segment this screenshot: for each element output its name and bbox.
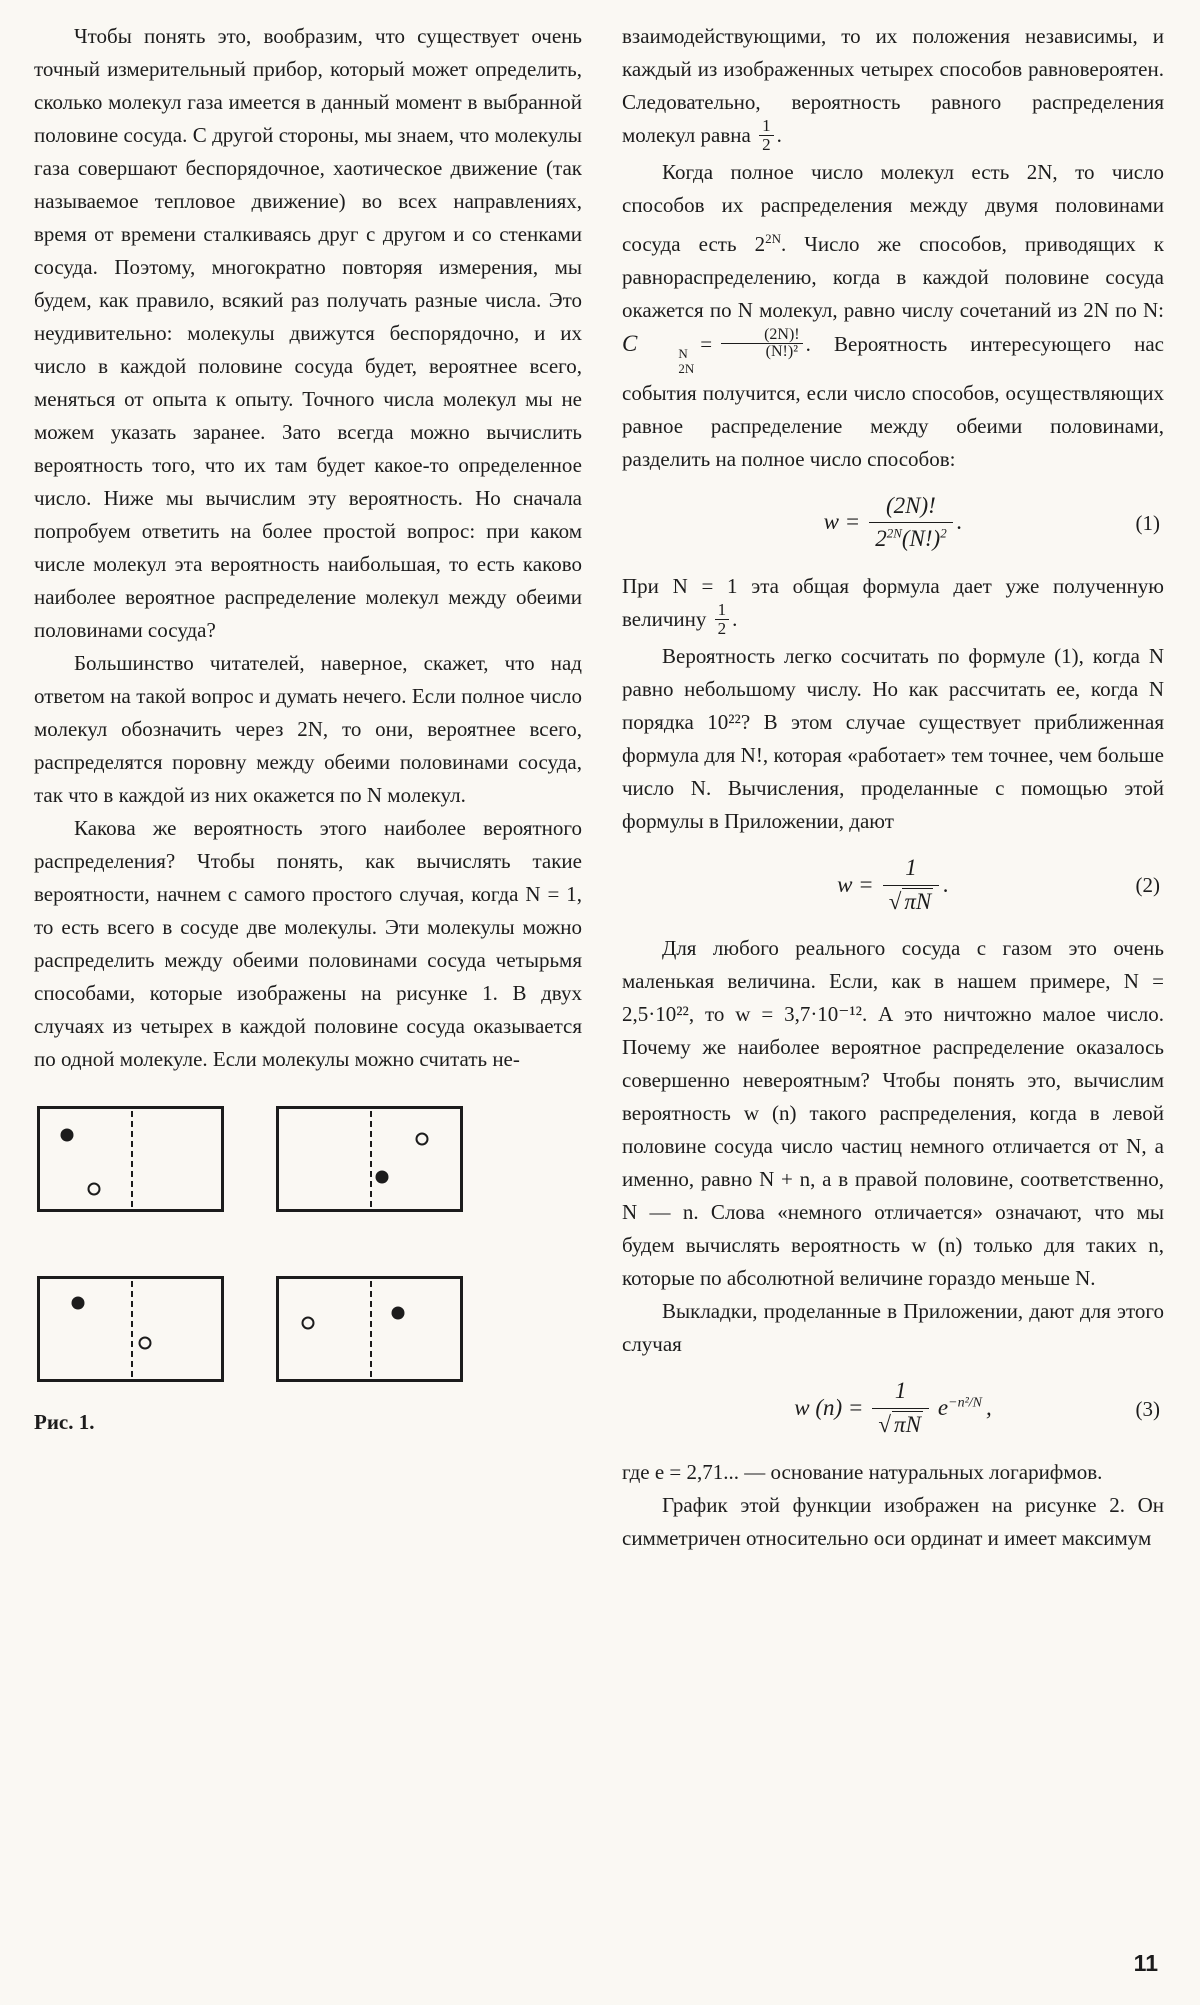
superscript-2n: 2N xyxy=(765,230,781,246)
paragraph-n-equals-1 xyxy=(622,570,1164,640)
fraction-numerator: (2N)! xyxy=(764,325,800,343)
text-run: . xyxy=(732,607,738,632)
paragraph-intro: Чтобы понять это, вообразим, что существует очень точный измерительный прибор, который может определить, сколько молекул газа имеется в данный момент в выбранной половине сосуда. С другой стороны, мы знаем, что молекулы газа совершают беспорядочное, хаотическое движение (так называемое тепловое движение) во всех направлениях, время от времени сталкиваясь друг с другом и со стенками сосуда. Поэтому, многократно повторяя измерения, мы будем, как правило, всякий раз получать разные числа. Это неудивительно: молекулы движутся беспорядочно, и их число в каждой половине сосуда будет, вероятнее всего, меняться от опыта к опыту. Точного числа молекул мы не можем указать заранее. Зато всегда можно вычислить вероятность того, что их там будет какое-то определенное число. Ниже мы вычислим эту вероятность. Но сначала попробуем ответить на более простой вопрос: при каком числе молекул эта вероятность наибольшая, то есть каково наиболее вероятное распределение молекул между обеими половинами сосуда? xyxy=(34,24,582,642)
formula-punctuation: . xyxy=(943,871,949,897)
fraction-denominator xyxy=(883,885,940,917)
fraction xyxy=(872,1377,929,1440)
formula-punctuation: . xyxy=(956,509,963,535)
paragraph-combinations xyxy=(622,156,1164,476)
radicand: πN xyxy=(894,1412,921,1437)
figure-1 xyxy=(34,1106,582,1435)
den-rest: (N!) xyxy=(901,526,941,552)
equation-number: (3) xyxy=(1135,1396,1160,1421)
fraction-numerator: 1 xyxy=(717,600,727,620)
vessel-divider xyxy=(131,1281,133,1377)
vessel-grid xyxy=(34,1106,582,1382)
text-run: . Число же способов, приводящих к равнораспределению, когда в каждой половине сосуда окажется по N молекул, равно числу сочетаний из 2N по N: xyxy=(622,231,1164,322)
comb-letter: C xyxy=(622,330,638,356)
inline-fraction xyxy=(721,327,803,362)
left-column xyxy=(34,20,582,1555)
fraction-denominator xyxy=(869,522,953,554)
fraction-numerator: 1 xyxy=(894,1378,907,1404)
fraction-denominator xyxy=(872,1408,929,1440)
paragraph-four-ways: Какова же вероятность этого наиболее вероятного распределения? Чтобы понять, как вычислять такие вероятности, начнем с самого простого случая, когда N = 1, то есть всего в сосуде две молекулы. Эти молекулы можно распределить между обеими половинами сосуда четырьмя способами, которые изображены на рисунке 1. В двух случаях из четырех в каждой половине сосуда оказывается по одной молекуле. Если молекулы можно считать не- xyxy=(34,816,582,1071)
comb-subscript: 2N xyxy=(678,360,695,376)
comb-superscript: N xyxy=(678,345,688,361)
fraction-numerator: 1 xyxy=(905,854,917,880)
fraction-denominator: (N!)² xyxy=(721,343,803,361)
den-base: 2 xyxy=(875,526,887,552)
paragraph-appendix: Выкладки, проделанные в Приложении, дают для этого случая xyxy=(622,1299,1164,1357)
open-molecule-icon xyxy=(138,1337,151,1350)
filled-molecule-icon xyxy=(376,1171,389,1184)
page-number: 11 xyxy=(1133,1950,1158,1976)
figure-caption: Рис. 1. xyxy=(34,1410,95,1434)
paragraph-graph: График этой функции изображен на рисунке 2. Он симметричен относительно оси ординат и имеет максимум xyxy=(622,1492,1164,1550)
two-column-layout xyxy=(34,20,1164,1555)
text-run: . Вероятность интересующего нас события получится, если число способов, осуществляющих равное распределение между обеими половинами, разделить на полное число способов: xyxy=(622,331,1164,471)
inline-fraction xyxy=(759,117,774,154)
filled-molecule-icon xyxy=(61,1129,74,1142)
filled-molecule-icon xyxy=(392,1307,405,1320)
equation-3 xyxy=(622,1377,1164,1440)
vessel-divider xyxy=(370,1281,372,1377)
formula-lhs: w = xyxy=(823,509,861,535)
paragraph-majority-opinion: Большинство читателей, наверное, скажет, что над ответом на такой вопрос и думать нечего. Если полное число молекул обозначить через 2N, то они, вероятнее всего, распределятся поровну между обеими половинами сосуда, так что в каждой из них окажется по N молекул. xyxy=(34,651,582,807)
text-run: . xyxy=(776,123,782,148)
fraction-numerator: 1 xyxy=(762,116,771,135)
equation-number: (1) xyxy=(1135,510,1160,535)
inline-fraction xyxy=(715,601,730,638)
equation-2 xyxy=(622,854,1164,917)
text-run: взаимодействующими, то их положения независимы, и каждый из изображенных четырех способов равновероятен. Следовательно, вероятность равного распределения молекул равна xyxy=(622,24,1164,148)
vessel-box xyxy=(276,1106,463,1212)
open-molecule-icon xyxy=(415,1133,428,1146)
fraction-numerator: (2N)! xyxy=(886,492,936,518)
factor-exponent: −n²/N xyxy=(948,1395,983,1411)
vessel-box xyxy=(37,1106,224,1212)
paragraph-e-definition: где e = 2,71... — основание натуральных логарифмов. xyxy=(622,1459,1103,1484)
vessel-box xyxy=(276,1276,463,1382)
binomial-coefficient xyxy=(622,330,695,376)
den-exponent: 2N xyxy=(886,525,902,541)
exponential-factor xyxy=(938,1394,982,1423)
radical-sign: √ xyxy=(888,888,902,914)
fraction-denominator: 2 xyxy=(759,135,774,154)
text-run: Когда полное число молекул есть 2N, то число способов их распределения между двумя половинами сосуда есть 2 xyxy=(622,159,1164,256)
fraction xyxy=(869,492,953,555)
equals-sign: = xyxy=(700,331,713,356)
open-molecule-icon xyxy=(301,1317,314,1330)
radical-sign: √ xyxy=(878,1412,892,1437)
fraction xyxy=(883,854,940,917)
paragraph-small-value: Для любого реального сосуда с газом это очень маленькая величина. Если, как в нашем примере, N = 2,5·10²², то w = 3,7·10⁻¹². А это ничтожно малое число. Почему же наиболее вероятное распределение оказалось совершенно невероятным? Чтобы понять это, вычислим вероятность w (n) такого распределения, когда в левой половине сосуда число частиц немного отличается от N, а именно, равно N + n, а в правой половине, соответственно, N — n. Слова «немного отличается» означают, что мы будем вычислять вероятность w (n) только для таких n, которые по абсолютной величине гораздо меньше N. xyxy=(622,936,1164,1291)
factor-base: e xyxy=(937,1395,949,1421)
right-column xyxy=(622,20,1164,1555)
radicand: πN xyxy=(904,888,932,914)
vessel-divider xyxy=(131,1111,133,1207)
formula-lhs: w (n) = xyxy=(794,1395,864,1421)
sup-sub-stack xyxy=(638,347,694,377)
vessel-divider xyxy=(370,1111,372,1207)
equation-number: (2) xyxy=(1135,872,1160,897)
paragraph-stirling: Вероятность легко сосчитать по формуле (1), когда N равно небольшому числу. Но как рассчитать ее, когда N порядка 10²²? В этом случае существует приближенная формула для N!, которая «работает» тем точнее, чем больше число N. Вычисления, проделанные с помощью этой формулы в Приложении, дают xyxy=(622,643,1164,833)
open-molecule-icon xyxy=(88,1183,101,1196)
fraction-denominator: 2 xyxy=(715,619,730,638)
den-rest-exponent: 2 xyxy=(940,525,947,541)
formula-punctuation: , xyxy=(986,1395,992,1421)
formula-lhs: w = xyxy=(837,871,874,897)
vessel-box xyxy=(37,1276,224,1382)
filled-molecule-icon xyxy=(72,1297,85,1310)
paragraph-continuation xyxy=(622,20,1164,156)
equation-1 xyxy=(622,492,1164,555)
text-run: При N = 1 эта общая формула дает уже полученную величину xyxy=(622,574,1164,632)
